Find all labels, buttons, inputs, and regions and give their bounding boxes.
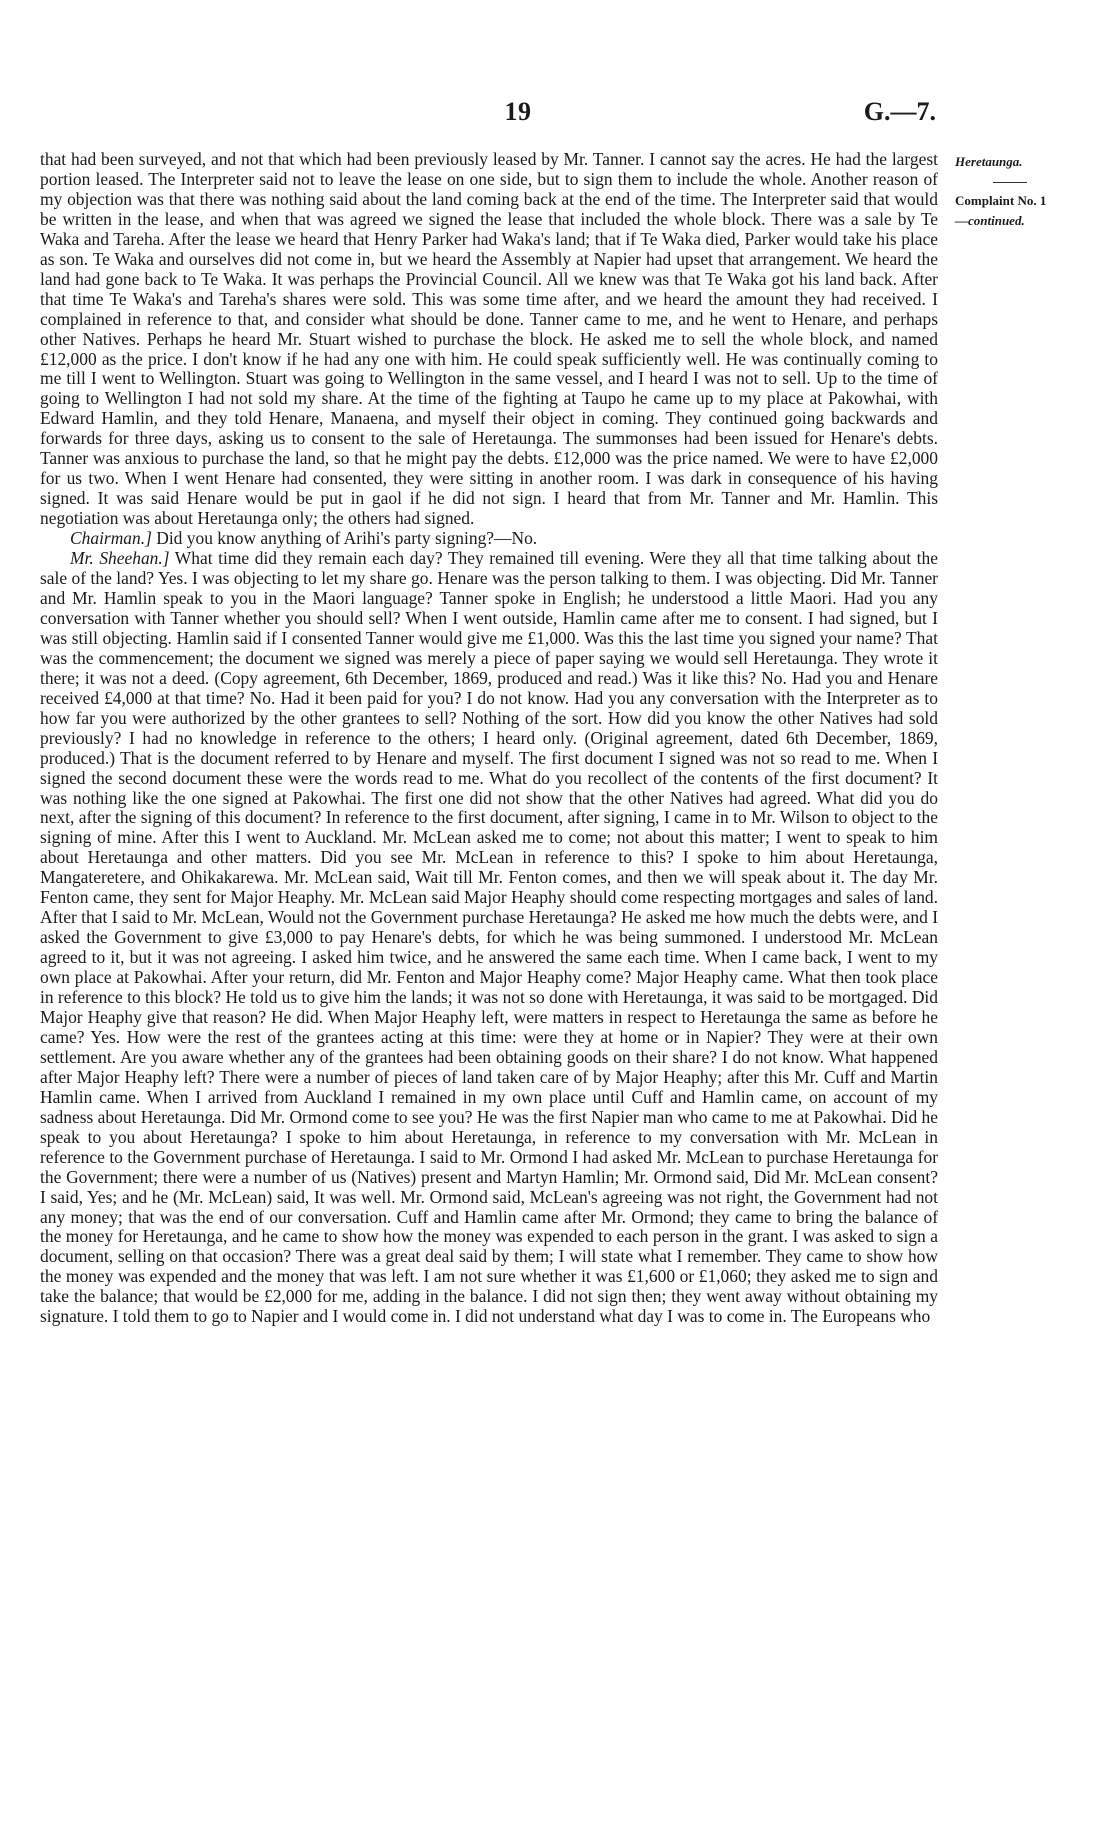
- margin-continued: —continued.: [955, 213, 1025, 228]
- speaker-sheehan: Mr. Sheehan.]: [70, 548, 170, 569]
- body-text: [40, 150, 938, 1327]
- margin-notes: [955, 152, 1105, 231]
- paragraph-1: that had been surveyed, and not that which had been previously leased by Mr. Tanner. I cannot say the acres. He had the largest portion leased. The Interpreter said not to leave the lease on one side, but to sign them to include the whole. Another reason of my objection was that there was nothing said about the land coming back at the end of the time. The Interpreter said that would be written in the lease, and when that was agreed we signed the lease that included the whole block. There was a sale by Te Waka and Tareha. After the lease we heard that Henry Parker had Waka's land; that if Te Waka died, Parker would take his place as son. Te Waka and ourselves did not come in, but we heard the Assembly at Napier had upset that arrangement. We heard the land had gone back to Te Waka. It was perhaps the Provincial Council. All we knew was that Te Waka got his land back. After that time Te Waka's and Tareha's shares were sold. This was some time after, and we heard the amount they had received. I complained in reference to that, and consider what should be done. Tanner came to me, and he went to Henare, and perhaps other Natives. Perhaps he heard Mr. Stuart wished to purchase the block. He asked me to sell the whole block, and named £12,000 as the price. I don't know if he had any one with him. He could speak sufficiently well. He was continually coming to me till I went to Wellington. Stuart was going to Wellington in the same vessel, and I heard I was not to sell. Up to the time of going to Wellington I had not sold my share. At the time of the fighting at Taupo he came up to my place at Pakowhai, with Edward Hamlin, and they told Henare, Manaena, and myself their object in coming. They continued going backwards and forwards for three days, asking us to consent to the sale of Heretaunga. The summonses had been issued for Henare's debts. Tanner was anxious to purchase the land, so that he might pay the debts. £12,000 was the price named. We were to have £2,000 for us two. When I went Henare had consented, they were sitting in another room. I was dark in consequence of his having signed. It was said Henare would be put in gaol if he did not sign. I heard that from Mr. Tanner and Mr. Hamlin. This negotiation was about Heretaunga only; the others had signed.: [40, 149, 938, 529]
- paragraph-3-text: What time did they remain each day? They remained till evening. Were they all that time talking about the sale of the land? Yes. I was objecting to let my share go. Henare was the person talking to them. I was objecting. Did Mr. Tanner and Mr. Hamlin speak to you in the Maori language? Tanner spoke in English; he understood a little Maori. Had you any conversation with Tanner whether you should sell? When I went outside, Hamlin came after me to consent. I had signed, but I was still objecting. Hamlin said if I consented Tanner would give me £1,000. Was this the last time you signed your name? That was the commencement; the document we signed was merely a piece of paper saying we would sell Heretaunga. They wrote it there; it was not a deed. (Copy agreement, 6th December, 1869, produced and read.) Was it like this? No. Had you and Henare received £4,000 at that time? No. Had it been paid for you? I do not know. Had you any conversation with the Interpreter as to how far you were authorized by the other grantees to sell? Nothing of the sort. How did you know the other Natives had sold previously? I had no knowledge in reference to the others; I heard only. (Original agreement, dated 6th December, 1869, produced.) That is the document referred to by Henare and myself. The first document I signed was not so read to me. When I signed the second document these were the words read to me. What do you recollect of the contents of the first document? It was nothing like the one signed at Pakowhai. The first one did not show that the other Natives had agreed. What did you do next, after the signing of this document? In reference to the first document, after signing, I came in to Mr. Wilson to object to the signing of mine. After this I went to Auckland. Mr. McLean asked me to come; not about this matter; I went to speak to him about Heretaunga and other matters. Did you see Mr. McLean in reference to this? I spoke to him about Heretaunga, Mangateretere, and Ohikakarewa. Mr. McLean said, Wait till Mr. Fenton comes, and then we will speak about it. The day Mr. Fenton came, they sent for Major Heaphy. Mr. McLean said Major Heaphy should come respecting mortgages and sales of land. After that I said to Mr. McLean, Would not the Government purchase Heretaunga? He asked me how much the debts were, and I asked the Government to give £3,000 to pay Henare's debts, for which he was being summoned. I understood Mr. McLean agreed to it, but it was not agreeing. I asked him twice, and he answered the same each time. When I came back, I went to my own place at Pakowhai. After your return, did Mr. Fenton and Major Heaphy come? Major Heaphy came. What then took place in reference to this block? He told us to give him the lands; it was not so done with Heretaunga, it was said to be mortgaged. Did Major Heaphy give that reason? He did. When Major Heaphy left, were matters in respect to Heretaunga the same as before he came? Yes. How were the rest of the grantees acting at this time: were they at home or in Napier? They were at their own settlement. Are you aware whether any of the grantees had been obtaining goods on their share? I do not know. What happened after Major Heaphy left? There were a number of pieces of land taken care of by Major Heaphy; after this Mr. Cuff and Martin Hamlin came. When I arrived from Auckland I remained in my own place until Cuff and Hamlin came, on account of my sadness about Heretaunga. Did Mr. Ormond come to see you? He was the first Napier man who came to me at Pakowhai. Did he speak to you about Heretaunga? I spoke to him about Heretaunga, in reference to my conversation with Mr. McLean in reference to the Government purchase of Heretaunga. I said to Mr. Ormond I had asked Mr. McLean to purchase Heretaunga for the Government; there were a number of us (Natives) present and Martyn Hamlin; Mr. Ormond said, Did Mr. McLean consent? I said, Yes; and he (Mr. McLean) said, It was well. Mr. Ormond said, McLean's agreeing was not right, the Government had not any money; that was the end of our conversation. Cuff and Hamlin came after Mr. Ormond; they came to bring the balance of the money for Heretaunga, and he came to show how the money was expended to each person in the grant. I was asked to sign a document, selling on that occasion? There was a great deal said by them; I will state what I remember. They came to show how the money was expended and the money that was left. I am not sure whether it was £1,600 or £1,060; they asked me to sign and take the balance; that would be £2,000 for me, adding in the balance. I did not sign then; they went away without obtaining my signature. I told them to go to Napier and I would come in. I did not understand what day I was to come in. The Europeans who: [40, 548, 938, 1327]
- document-reference: G.—7.: [863, 97, 936, 126]
- paragraph-2: [40, 529, 938, 549]
- speaker-chairman: Chairman.]: [70, 528, 152, 549]
- page-number: 19: [504, 97, 532, 126]
- paragraph-2-text: Did you know anything of Arihi's party signing?—No.: [151, 528, 538, 549]
- margin-complaint: Complaint No. 1: [955, 193, 1047, 208]
- margin-title: Heretaunga.: [955, 154, 1023, 169]
- paragraph-3: [40, 549, 938, 1327]
- margin-divider: [993, 172, 1027, 183]
